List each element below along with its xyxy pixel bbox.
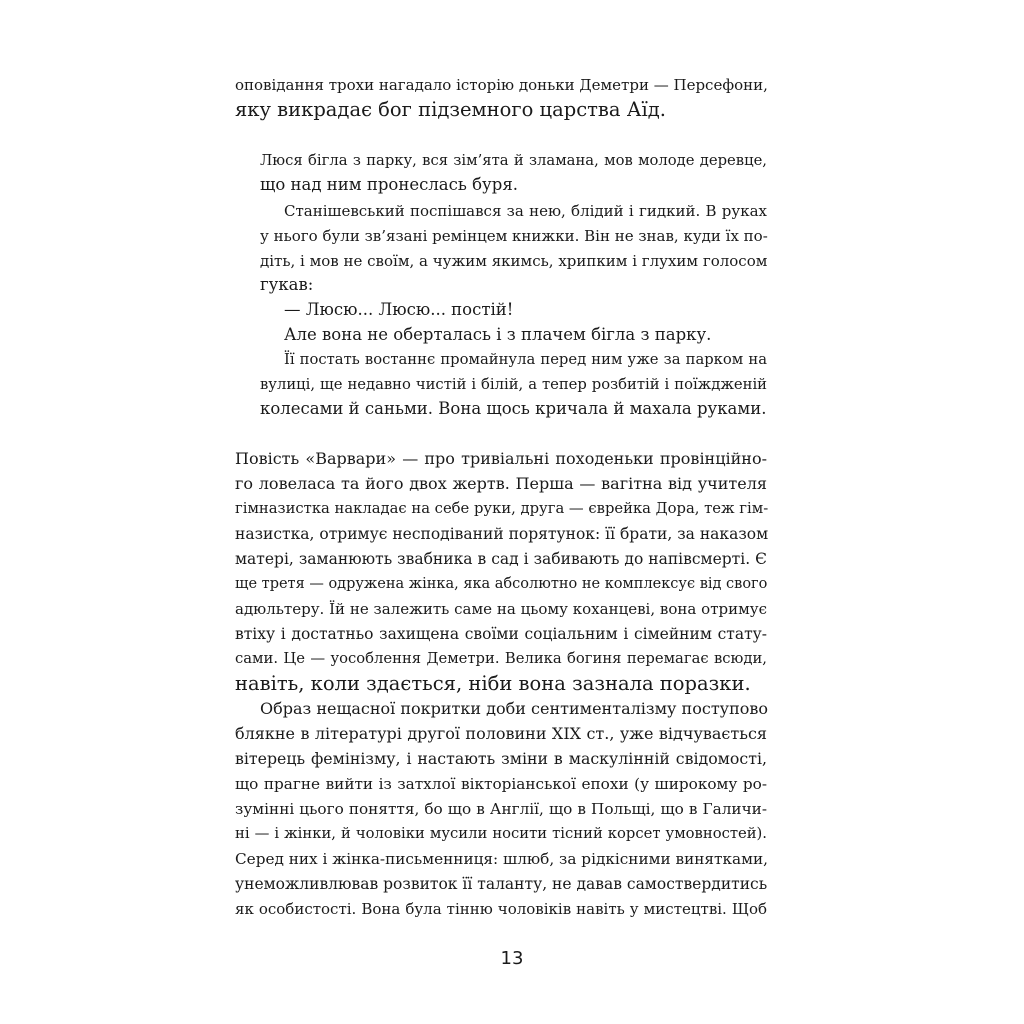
quote-line: колесами й саньми. Вона щось кричала й махала руками. [260, 399, 767, 418]
paragraph-line: назистка, отримує несподіваний порятунок: її брати, за наказом [235, 525, 769, 543]
paragraph-line: гімназистка накладає на себе руки, друга — єврейка Дора, теж гім- [235, 500, 769, 517]
quote-line: — Люсю... Люсю... постій! [284, 300, 514, 319]
quote-line: Станішевський поспішався за нею, блідий і гидкий. В руках [284, 202, 767, 220]
paragraph-line: ще третя — одружена жінка, яка абсолютно не комплексує від свого [235, 576, 768, 592]
quote-line: Її постать востаннє промайнула перед ним уже за парком на [284, 351, 767, 368]
paragraph-line: блякне в літературі другої половини XIX ст., уже відчувається [235, 724, 767, 743]
paragraph-line: Образ нещасної покритки доби сентименталізму поступово [260, 699, 769, 718]
paragraph-line: матері, заманюють звабника в сад і забивають до напівсмерті. Є [235, 550, 767, 568]
paragraph-line: що прагне вийти із затхлої вікторіанської епохи (у широкому ро- [235, 775, 767, 793]
paragraph-line: ні — і жінки, й чоловіки мусили носити тісний корсет умовностей). [235, 825, 767, 842]
quote-line: гукав: [260, 275, 314, 294]
intro-line: оповідання трохи нагадало історію доньки Деметри — Персефони, [235, 76, 768, 94]
paragraph-line: унеможливлював розвиток її таланту, не давав самоствердитись [235, 875, 768, 893]
quote-line: діть, і мов не своїм, а чужим якимсь, хрипким і глухим голосом [260, 252, 768, 270]
paragraph-line: адюльтеру. Їй не залежить саме на цьому коханцеві, вона отримує [235, 600, 767, 618]
paragraph-line: навіть, коли здається, ніби вона зазнала поразки. [235, 672, 751, 695]
paragraph-line: Повість «Варвари» — про тривіальні походеньки провінційно- [235, 449, 767, 468]
page-number: 13 [500, 948, 524, 969]
paragraph-line: втіху і достатньо захищена своїми соціальним і сімейним стату- [235, 625, 767, 643]
quote-line: у нього були зв’язані ремінцем книжки. Він не знав, куди їх по- [260, 227, 768, 245]
paragraph-line: вітерець фемінізму, і настають зміни в маскулінній свідомості, [235, 749, 767, 768]
paragraph-line: зумінні цього поняття, бо що в Англії, що в Польщі, що в Галичи- [235, 800, 767, 818]
paragraph-line: го ловеласа та його двох жертв. Перша — вагітна від учителя [235, 474, 767, 493]
quote-line: Люся бігла з парку, вся зім’ята й зламана, мов молоде деревце, [260, 152, 767, 169]
paragraph-line: Серед них і жінка-письменниця: шлюб, за рідкісними винятками, [235, 850, 768, 868]
quote-line: Але вона не оберталась і з плачем бігла з парку. [284, 325, 712, 344]
intro-line: яку викрадає бог підземного царства Аїд. [235, 98, 666, 121]
quote-line: вулиці, ще недавно чистій і білій, а тепер розбитій і поїждженій [260, 376, 767, 393]
paragraph-line: як особистості. Вона була тінню чоловіків навіть у мистецтві. Щоб [235, 900, 767, 918]
quote-line: що над ним пронеслась буря. [260, 175, 518, 194]
paragraph-line: сами. Це — уособлення Деметри. Велика богиня перемагає всюди, [235, 650, 767, 667]
